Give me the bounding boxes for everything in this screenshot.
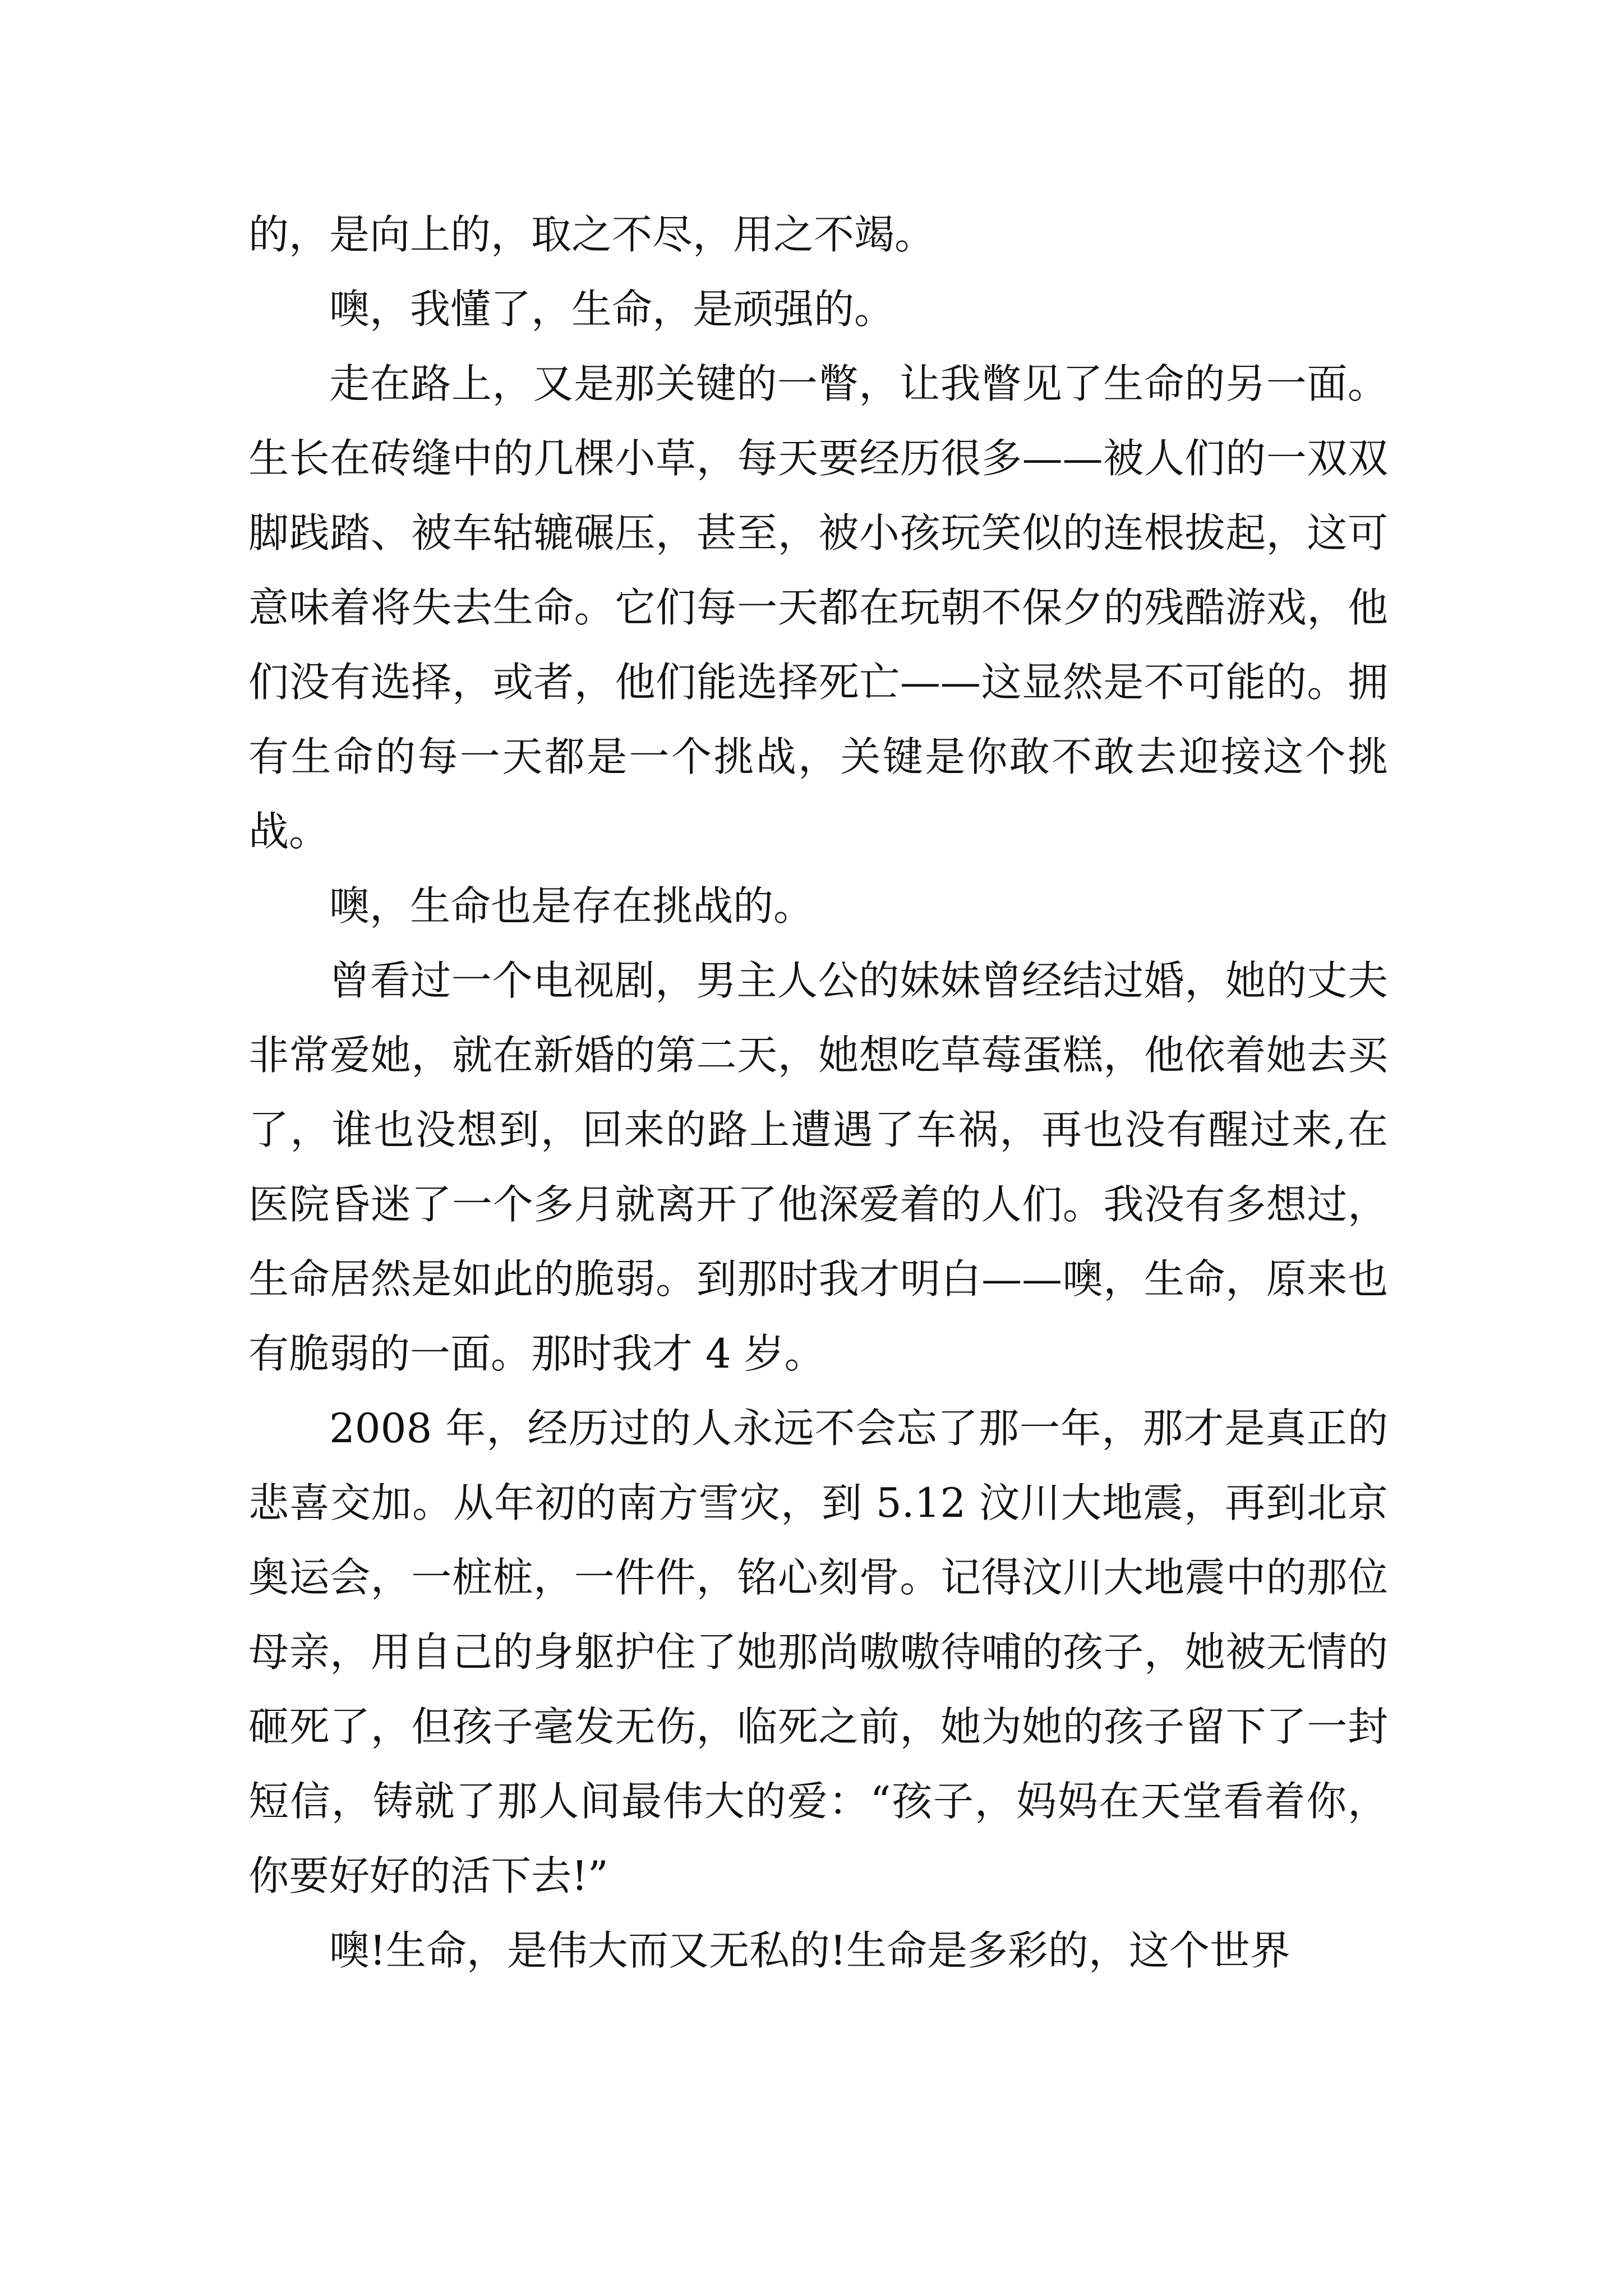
- paragraph-3: 走在路上，又是那关键的一瞥，让我瞥见了生命的另一面。生长在砖缝中的几棵小草，每天要经历很多——被人们的一双双脚践踏、被车轱辘碾压，甚至，被小孩玩笑似的连根拔起，这可意味着将失去生命。它们每一天都在玩朝不保夕的残酷游戏，他们没有选择，或者，他们能选择死亡——这显然是不可能的。拥有生命的每一天都是一个挑战，关键是你敢不敢去迎接这个挑战。: [248, 360, 1388, 855]
- paragraph-1: 的，是向上的，取之不尽，用之不竭。: [248, 211, 935, 258]
- body-text: [248, 197, 1388, 1988]
- paragraph-2: 噢，我懂了，生命，是顽强的。: [329, 286, 895, 333]
- paragraph-4: 噢，生命也是存在挑战的。: [329, 882, 814, 930]
- paragraph-6: 2008 年，经历过的人永远不会忘了那一年，那才是真正的悲喜交加。从年初的南方雪灾，到 5.12 汶川大地震，再到北京奥运会，一桩桩，一件件，铭心刻骨。记得汶川大地震中的那位母亲，用自己的身躯护住了她那尚嗷嗷待哺的孩子，她被无情的砸死了，但孩子毫发无伤，临死之前，她为她的孩子留下了一封短信，铸就了那人间最伟大的爱：“孩子，妈妈在天堂看着你，你要好好的活下去!”: [248, 1405, 1388, 1899]
- paragraph-7: 噢!生命，是伟大而又无私的!生命是多彩的，这个世界: [329, 1927, 1290, 1974]
- paragraph-5: 曾看过一个电视剧，男主人公的妹妹曾经结过婚，她的丈夫非常爱她，就在新婚的第二天，她想吃草莓蛋糕，他依着她去买了，谁也没想到，回来的路上遭遇了车祸，再也没有醒过来,在医院昏迷了一个多月就离开了他深爱着的人们。我没有多想过，生命居然是如此的脆弱。到那时我才明白——噢，生命，原来也有脆弱的一面。那时我才 4 岁。: [248, 957, 1388, 1377]
